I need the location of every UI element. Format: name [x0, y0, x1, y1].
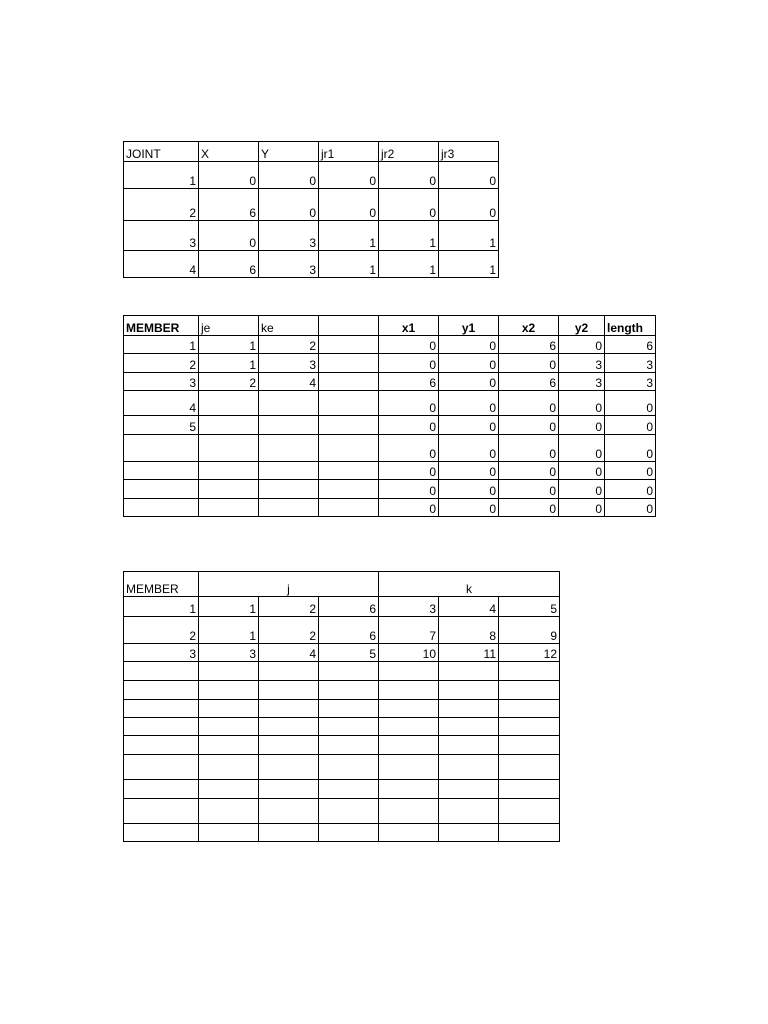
member-cell: 6 [379, 373, 439, 391]
member-table [123, 315, 656, 517]
dof-cell: 3 [199, 644, 259, 662]
member-cell: 5 [124, 416, 199, 435]
dof-cell [124, 718, 199, 736]
dof-cell: 12 [499, 644, 560, 662]
dof-cell [379, 799, 439, 824]
member-cell: 0 [559, 462, 605, 480]
dof-cell [259, 681, 319, 700]
joint-cell: 1 [439, 221, 499, 251]
member-cell: 0 [439, 391, 499, 416]
dof-cell [379, 662, 439, 681]
joint-cell: 1 [379, 221, 439, 251]
dof-header-member: MEMBER [124, 572, 199, 597]
joint-cell: 3 [259, 221, 319, 251]
dof-cell [439, 662, 499, 681]
dof-cell [319, 736, 379, 755]
dof-cell [439, 681, 499, 700]
table-row [124, 354, 656, 373]
member-cell: 0 [439, 416, 499, 435]
member-cell [319, 354, 379, 373]
member-header-y2: y2 [559, 316, 605, 336]
joint-cell: 1 [439, 251, 499, 278]
dof-cell [124, 780, 199, 799]
dof-cell [379, 824, 439, 842]
member-cell: 0 [439, 480, 499, 499]
member-cell: 2 [259, 336, 319, 354]
dof-cell [124, 799, 199, 824]
dof-cell [499, 662, 560, 681]
joint-header-jr2: jr2 [379, 142, 439, 162]
table-row [124, 251, 499, 278]
member-cell [124, 480, 199, 499]
table-row [124, 617, 560, 644]
table-row [124, 780, 560, 799]
table-row [124, 189, 499, 221]
dof-cell [439, 755, 499, 780]
member-header-y1: y1 [439, 316, 499, 336]
dof-cell: 4 [259, 644, 319, 662]
member-cell [259, 435, 319, 462]
dof-cell [259, 700, 319, 718]
dof-cell [319, 780, 379, 799]
dof-cell: 2 [259, 617, 319, 644]
dof-cell: 1 [199, 597, 259, 617]
table-row [124, 681, 560, 700]
joint-cell: 1 [319, 251, 379, 278]
dof-cell [199, 736, 259, 755]
joint-cell: 3 [124, 221, 199, 251]
table-row [124, 824, 560, 842]
joint-cell: 6 [199, 251, 259, 278]
member-cell: 0 [499, 354, 559, 373]
dof-cell [259, 780, 319, 799]
joint-cell: 1 [124, 162, 199, 189]
member-cell: 2 [199, 373, 259, 391]
dof-cell [319, 718, 379, 736]
member-cell [259, 480, 319, 499]
dof-cell [319, 662, 379, 681]
dof-cell: 2 [124, 617, 199, 644]
member-cell [199, 462, 259, 480]
member-header-row [124, 316, 656, 336]
joint-cell: 0 [319, 189, 379, 221]
member-cell: 0 [379, 336, 439, 354]
table-row [124, 799, 560, 824]
dof-cell [259, 799, 319, 824]
table-row [124, 597, 560, 617]
dof-cell [319, 681, 379, 700]
member-cell [199, 391, 259, 416]
dof-cell: 11 [439, 644, 499, 662]
dof-cell [499, 700, 560, 718]
member-cell [124, 462, 199, 480]
dof-cell [124, 700, 199, 718]
dof-cell [199, 755, 259, 780]
dof-cell [439, 824, 499, 842]
joint-cell: 2 [124, 189, 199, 221]
member-cell: 0 [499, 416, 559, 435]
dof-cell: 6 [319, 617, 379, 644]
member-cell: 0 [439, 499, 499, 517]
table-row [124, 662, 560, 681]
table-row [124, 736, 560, 755]
table-row [124, 221, 499, 251]
joint-cell: 6 [199, 189, 259, 221]
member-cell: 0 [499, 435, 559, 462]
member-cell: 2 [124, 354, 199, 373]
member-cell: 0 [439, 336, 499, 354]
dof-cell [439, 736, 499, 755]
dof-cell [199, 780, 259, 799]
table-row [124, 162, 499, 189]
table-row [124, 700, 560, 718]
member-cell: 0 [605, 480, 656, 499]
member-cell: 4 [124, 391, 199, 416]
dof-cell: 8 [439, 617, 499, 644]
joint-cell: 4 [124, 251, 199, 278]
dof-cell [319, 700, 379, 718]
member-cell: 0 [499, 499, 559, 517]
member-cell [319, 373, 379, 391]
member-cell: 6 [499, 373, 559, 391]
joint-cell: 0 [199, 221, 259, 251]
dof-cell [259, 824, 319, 842]
table-row [124, 480, 656, 499]
member-header-member: MEMBER [124, 316, 199, 336]
joint-cell: 0 [259, 162, 319, 189]
member-cell: 0 [379, 391, 439, 416]
member-cell: 0 [605, 435, 656, 462]
dof-cell: 10 [379, 644, 439, 662]
member-cell: 4 [259, 373, 319, 391]
member-cell: 0 [559, 391, 605, 416]
dof-cell [259, 662, 319, 681]
member-cell: 0 [379, 462, 439, 480]
member-cell: 0 [559, 416, 605, 435]
dof-cell [499, 681, 560, 700]
joint-header-jr1: jr1 [319, 142, 379, 162]
table-row [124, 373, 656, 391]
member-header-x2: x2 [499, 316, 559, 336]
member-cell [199, 499, 259, 517]
dof-cell [439, 780, 499, 799]
member-cell [124, 435, 199, 462]
dof-header-j: j [199, 572, 379, 597]
joint-header-y: Y [259, 142, 319, 162]
dof-cell [319, 799, 379, 824]
dof-cell [199, 799, 259, 824]
joint-cell: 3 [259, 251, 319, 278]
dof-cell [199, 718, 259, 736]
member-cell: 0 [439, 354, 499, 373]
member-cell [124, 499, 199, 517]
table-row [124, 718, 560, 736]
dof-cell: 1 [199, 617, 259, 644]
dof-cell: 3 [124, 644, 199, 662]
dof-cell [124, 824, 199, 842]
dof-cell [499, 780, 560, 799]
dof-cell [199, 662, 259, 681]
member-cell: 0 [439, 373, 499, 391]
member-cell [259, 499, 319, 517]
member-cell: 0 [559, 435, 605, 462]
member-cell [319, 391, 379, 416]
member-header-ke: ke [259, 316, 319, 336]
dof-cell [499, 718, 560, 736]
member-cell [319, 336, 379, 354]
member-cell: 0 [559, 336, 605, 354]
dof-cell: 6 [319, 597, 379, 617]
dof-table [123, 571, 560, 842]
member-cell: 3 [124, 373, 199, 391]
member-cell: 0 [605, 499, 656, 517]
member-cell [259, 391, 319, 416]
member-cell: 0 [379, 480, 439, 499]
dof-cell: 9 [499, 617, 560, 644]
joint-table [123, 141, 499, 278]
member-cell: 6 [605, 336, 656, 354]
table-row [124, 435, 656, 462]
dof-cell [439, 700, 499, 718]
joint-header-jr3: jr3 [439, 142, 499, 162]
member-cell: 0 [499, 480, 559, 499]
dof-cell [439, 718, 499, 736]
member-cell: 0 [605, 416, 656, 435]
dof-cell [124, 662, 199, 681]
table-row [124, 416, 656, 435]
member-cell: 0 [379, 354, 439, 373]
table-row [124, 462, 656, 480]
member-header-length: length [605, 316, 656, 336]
joint-cell: 1 [379, 251, 439, 278]
joint-cell: 0 [319, 162, 379, 189]
dof-cell: 1 [124, 597, 199, 617]
dof-cell: 4 [439, 597, 499, 617]
member-header-blank [319, 316, 379, 336]
member-cell [319, 435, 379, 462]
member-cell: 1 [199, 336, 259, 354]
table-row [124, 499, 656, 517]
dof-cell [379, 718, 439, 736]
member-cell: 0 [499, 391, 559, 416]
table-row [124, 755, 560, 780]
joint-cell: 0 [199, 162, 259, 189]
dof-cell: 5 [499, 597, 560, 617]
dof-cell: 2 [259, 597, 319, 617]
member-cell: 0 [559, 499, 605, 517]
dof-cell [259, 718, 319, 736]
dof-cell [124, 736, 199, 755]
dof-cell [259, 755, 319, 780]
member-cell [319, 480, 379, 499]
member-cell: 0 [499, 462, 559, 480]
member-cell: 0 [379, 499, 439, 517]
member-cell: 0 [439, 462, 499, 480]
joint-header-x: X [199, 142, 259, 162]
dof-cell [319, 824, 379, 842]
member-cell: 3 [559, 373, 605, 391]
dof-cell [499, 755, 560, 780]
member-cell: 0 [379, 416, 439, 435]
dof-cell [379, 755, 439, 780]
member-header-je: je [199, 316, 259, 336]
dof-cell [199, 700, 259, 718]
table-row [124, 644, 560, 662]
table-row [124, 336, 656, 354]
dof-cell [379, 681, 439, 700]
dof-cell [379, 780, 439, 799]
member-cell: 1 [199, 354, 259, 373]
member-cell: 3 [259, 354, 319, 373]
member-cell [199, 480, 259, 499]
dof-cell: 7 [379, 617, 439, 644]
member-cell [199, 435, 259, 462]
dof-cell [124, 681, 199, 700]
dof-header-row [124, 572, 560, 597]
dof-cell [499, 736, 560, 755]
member-cell: 3 [605, 354, 656, 373]
member-header-x1: x1 [379, 316, 439, 336]
table-row [124, 391, 656, 416]
dof-cell [199, 681, 259, 700]
joint-cell: 0 [439, 162, 499, 189]
joint-cell: 0 [379, 189, 439, 221]
member-cell: 3 [605, 373, 656, 391]
member-cell: 6 [499, 336, 559, 354]
dof-cell [379, 736, 439, 755]
member-cell [199, 416, 259, 435]
member-cell: 0 [605, 391, 656, 416]
joint-header-joint: JOINT [124, 142, 199, 162]
member-cell [319, 462, 379, 480]
dof-cell: 3 [379, 597, 439, 617]
joint-header-row [124, 142, 499, 162]
dof-cell [499, 799, 560, 824]
member-cell [259, 462, 319, 480]
dof-cell [499, 824, 560, 842]
member-cell: 0 [379, 435, 439, 462]
joint-cell: 1 [319, 221, 379, 251]
dof-cell [319, 755, 379, 780]
dof-cell [259, 736, 319, 755]
joint-cell: 0 [259, 189, 319, 221]
member-cell: 0 [559, 480, 605, 499]
member-cell [259, 416, 319, 435]
dof-cell: 5 [319, 644, 379, 662]
dof-header-k: k [379, 572, 560, 597]
member-cell: 0 [439, 435, 499, 462]
joint-cell: 0 [379, 162, 439, 189]
dof-cell [124, 755, 199, 780]
member-cell [319, 416, 379, 435]
dof-cell [379, 700, 439, 718]
dof-cell [439, 799, 499, 824]
dof-cell [199, 824, 259, 842]
joint-cell: 0 [439, 189, 499, 221]
member-cell: 3 [559, 354, 605, 373]
member-cell: 0 [605, 462, 656, 480]
member-cell [319, 499, 379, 517]
member-cell: 1 [124, 336, 199, 354]
